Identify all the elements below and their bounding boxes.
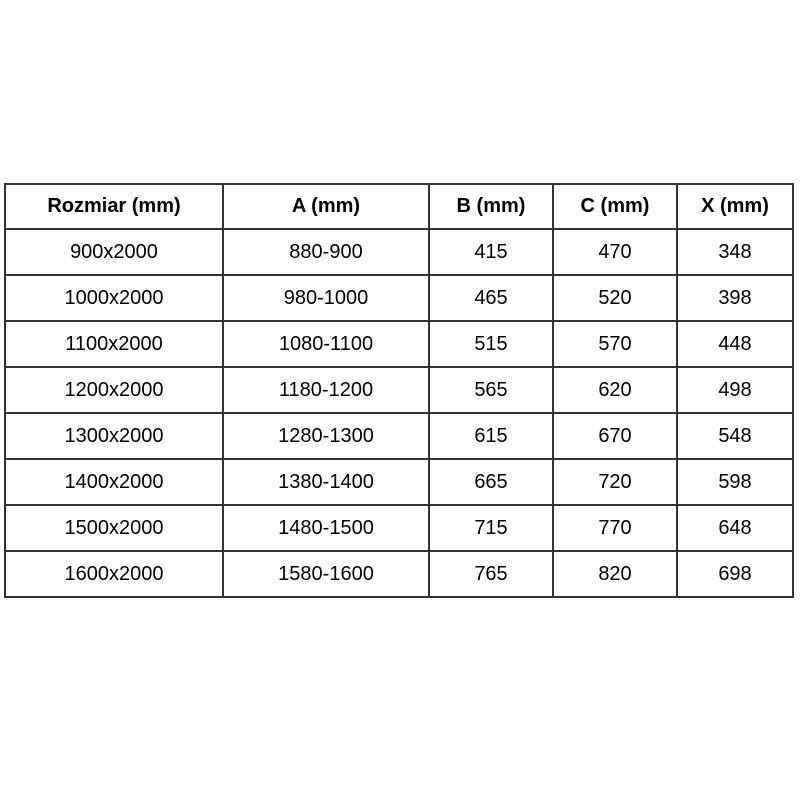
column-header-x: X (mm) xyxy=(677,184,793,229)
table-cell: 565 xyxy=(429,367,553,413)
table-cell: 770 xyxy=(553,505,677,551)
table-cell: 348 xyxy=(677,229,793,275)
table-cell: 1000x2000 xyxy=(5,275,223,321)
table-cell: 980-1000 xyxy=(223,275,429,321)
table-row xyxy=(5,321,793,367)
table-cell: 1580-1600 xyxy=(223,551,429,597)
table-cell: 720 xyxy=(553,459,677,505)
table-cell: 1480-1500 xyxy=(223,505,429,551)
table-cell: 900x2000 xyxy=(5,229,223,275)
table-row xyxy=(5,275,793,321)
table-cell: 448 xyxy=(677,321,793,367)
header-row xyxy=(5,184,793,229)
table-row xyxy=(5,551,793,597)
table-cell: 1180-1200 xyxy=(223,367,429,413)
table-cell: 465 xyxy=(429,275,553,321)
table-cell: 1500x2000 xyxy=(5,505,223,551)
table-cell: 648 xyxy=(677,505,793,551)
table-row xyxy=(5,229,793,275)
table-cell: 698 xyxy=(677,551,793,597)
table-cell: 598 xyxy=(677,459,793,505)
table-cell: 615 xyxy=(429,413,553,459)
table-cell: 820 xyxy=(553,551,677,597)
size-spec-table xyxy=(4,183,794,598)
table-cell: 1100x2000 xyxy=(5,321,223,367)
table-cell: 1400x2000 xyxy=(5,459,223,505)
table-row xyxy=(5,505,793,551)
table-row xyxy=(5,367,793,413)
column-header-b: B (mm) xyxy=(429,184,553,229)
table-cell: 670 xyxy=(553,413,677,459)
table-cell: 515 xyxy=(429,321,553,367)
table-cell: 1200x2000 xyxy=(5,367,223,413)
column-header-a: A (mm) xyxy=(223,184,429,229)
table-cell: 1080-1100 xyxy=(223,321,429,367)
table-cell: 880-900 xyxy=(223,229,429,275)
table-cell: 1280-1300 xyxy=(223,413,429,459)
table-cell: 520 xyxy=(553,275,677,321)
table-body xyxy=(5,229,793,597)
table-cell: 548 xyxy=(677,413,793,459)
table-cell: 620 xyxy=(553,367,677,413)
table-row xyxy=(5,413,793,459)
table-cell: 1600x2000 xyxy=(5,551,223,597)
table-cell: 398 xyxy=(677,275,793,321)
table-cell: 665 xyxy=(429,459,553,505)
table-cell: 1380-1400 xyxy=(223,459,429,505)
table-cell: 470 xyxy=(553,229,677,275)
table-row xyxy=(5,459,793,505)
table-cell: 1300x2000 xyxy=(5,413,223,459)
table-cell: 415 xyxy=(429,229,553,275)
table-cell: 498 xyxy=(677,367,793,413)
column-header-rozmiar: Rozmiar (mm) xyxy=(5,184,223,229)
table-cell: 570 xyxy=(553,321,677,367)
table-cell: 765 xyxy=(429,551,553,597)
column-header-c: C (mm) xyxy=(553,184,677,229)
table-cell: 715 xyxy=(429,505,553,551)
